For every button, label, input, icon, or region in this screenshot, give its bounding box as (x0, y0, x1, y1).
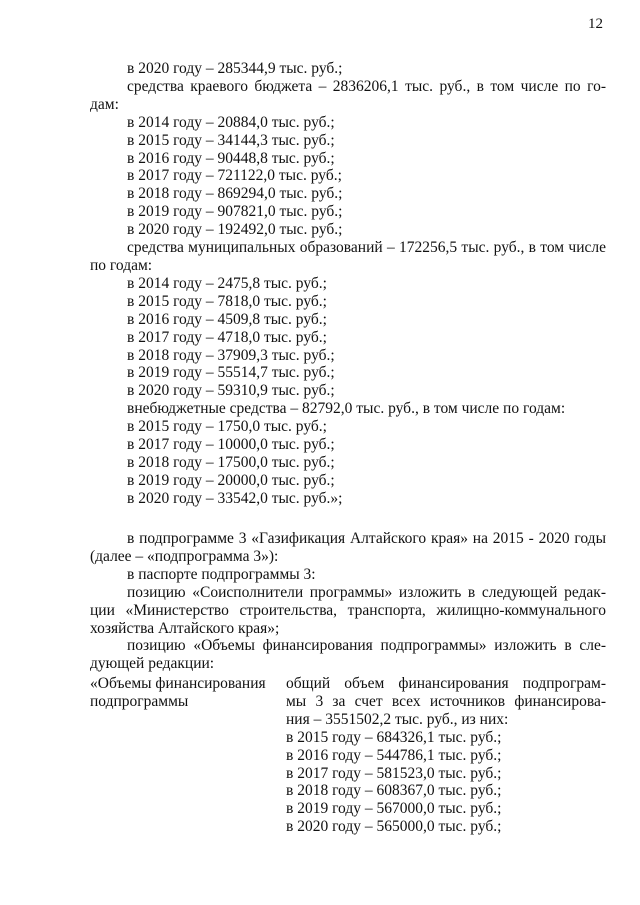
table-left-cell (90, 675, 280, 711)
volumes-line-cont: дующей редакции: (90, 655, 215, 673)
total-2020-line: в 2020 году – 285344,9 тыс. руб.; (127, 60, 343, 77)
table-year-line: в 2020 году – 565000,0 тыс. руб.; (286, 818, 502, 836)
regional-year-line: в 2017 году – 721122,0 тыс. руб.; (127, 167, 342, 185)
regional-year-line: в 2015 году – 34144,3 тыс. руб.; (127, 131, 335, 149)
regional-year-line: в 2014 году – 20884,0 тыс. руб.; (127, 113, 335, 131)
passport-line: в паспорте подпрограммы 3: (127, 565, 316, 583)
regional-budget-line: средства краевого бюджета – 2836206,1 тыс. руб., в том числе по го- (127, 77, 606, 95)
extrabudget-year-line: в 2020 году – 33542,0 тыс. руб.»; (127, 489, 343, 507)
subprogram-heading: в подпрограмме 3 «Газификация Алтайского края» на 2015 - 2020 годы (127, 530, 606, 547)
table-right-cell (286, 675, 606, 836)
volumes-line: позицию «Объемы финансирования подпрограммы» изложить в сле- (127, 637, 606, 655)
coexecutors-line-cont: ции «Министерство строительства, транспорта, жилищно-коммунального (90, 601, 606, 619)
table-year-line: в 2016 году – 544786,1 тыс. руб.; (286, 746, 502, 764)
municipal-year-line: в 2014 году – 2475,8 тыс. руб.; (127, 274, 327, 292)
table-right-text-end: ния – 3551502,2 тыс. руб., из них: (286, 710, 509, 728)
municipal-year-line: в 2015 году – 7818,0 тыс. руб.; (127, 292, 327, 310)
table-year-line: в 2017 году – 581523,0 тыс. руб.; (286, 764, 502, 782)
municipal-year-line: в 2016 году – 4509,8 тыс. руб.; (127, 310, 327, 328)
extrabudget-year-line: в 2017 году – 10000,0 тыс. руб.; (127, 436, 335, 454)
table-left-label-cont: подпрограммы (90, 692, 189, 710)
coexecutors-line: позицию «Соисполнители программы» изложить в следующей редак- (127, 583, 606, 601)
municipal-year-line: в 2019 году – 55514,7 тыс. руб.; (127, 364, 335, 382)
regional-year-line: в 2019 году – 907821,0 тыс. руб.; (127, 203, 343, 221)
table-year-line: в 2018 году – 608367,0 тыс. руб.; (286, 782, 502, 800)
municipal-year-line: в 2020 году – 59310,9 тыс. руб.; (127, 382, 335, 400)
extrabudget-year-line: в 2019 году – 20000,0 тыс. руб.; (127, 471, 335, 489)
municipal-year-line: в 2017 году – 4718,0 тыс. руб.; (127, 328, 327, 346)
table-year-line: в 2015 году – 684326,1 тыс. руб.; (286, 728, 502, 746)
municipal-year-line: в 2018 году – 37909,3 тыс. руб.; (127, 346, 335, 364)
regional-budget-line-cont: дам: (90, 95, 119, 113)
financing-section (90, 60, 606, 508)
page-number: 12 (588, 16, 603, 32)
regional-year-line: в 2018 году – 869294,0 тыс. руб.; (127, 185, 343, 203)
table-right-text-cont: мы 3 за счет всех источников финансирова- (286, 692, 606, 710)
extrabudget-line: внебюджетные средства – 82792,0 тыс. руб., в том числе по годам: (127, 400, 566, 418)
table-right-text: общий объем финансирования подпрограм- (286, 675, 606, 692)
table-year-line: в 2019 году – 567000,0 тыс. руб.; (286, 800, 502, 818)
coexecutors-line-end: хозяйства Алтайского края»; (90, 619, 280, 637)
extrabudget-year-line: в 2018 году – 17500,0 тыс. руб.; (127, 453, 335, 471)
table-left-label: «Объемы финансирования (90, 675, 266, 692)
municipal-funds-line-cont: по годам: (90, 256, 153, 274)
municipal-funds-line: средства муниципальных образований – 172256,5 тыс. руб., в том числе (127, 239, 606, 257)
subprogram-section (90, 530, 606, 673)
subprogram-heading-cont: (далее – «подпрограмма 3»): (90, 547, 279, 565)
regional-year-line: в 2016 году – 90448,8 тыс. руб.; (127, 149, 335, 167)
regional-year-line: в 2020 году – 192492,0 тыс. руб.; (127, 221, 343, 239)
extrabudget-year-line: в 2015 году – 1750,0 тыс. руб.; (127, 418, 327, 436)
